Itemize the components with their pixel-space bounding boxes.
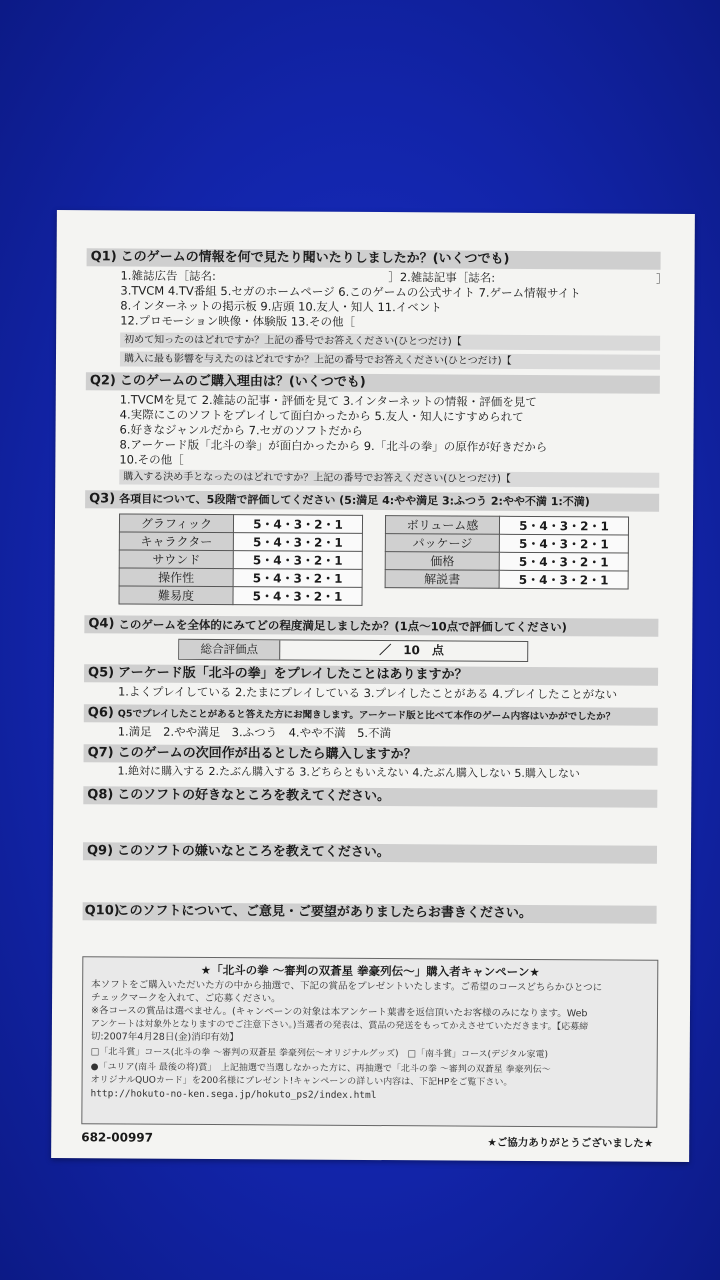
campaign-text: オリジナルQUOカード」を200名様にプレゼント!キャンペーンの詳しい内容は、下記HPをご覧下さい。 [90, 1075, 513, 1088]
rating-label: ボリューム感 [385, 516, 499, 535]
q1-line: 1.雑誌広告［誌名: ］2.雑誌記事［誌名: ］ [120, 268, 668, 286]
campaign-title: ★「北斗の拳 〜審判の双蒼星 拳豪列伝〜」購入者キャンペーン★ [200, 962, 540, 980]
thanks-text: ★ご協力ありがとうございました★ [487, 1136, 654, 1150]
rating-label: キャラクター [119, 532, 233, 551]
q2-header: Q2) このゲームのご購入理由は？(いくつでも) [86, 372, 660, 394]
q7-header: Q7) このゲームの次回作が出るとしたら購入しますか？ [84, 744, 658, 766]
q8-header: Q8) このソフトの好きなところを教えてください。 [83, 786, 657, 808]
campaign-box [81, 956, 658, 1128]
q1-sub-first-known[interactable]: 初めて知ったのはどれですか？上記の番号でお答えください(ひとつだけ)【 [120, 332, 660, 350]
q2-line: 1.TVCMを見て 2.雑誌の記事・評価を見て 3.インターネットの情報・評価を見て [119, 392, 537, 409]
q2-line: 10.その他［ [119, 452, 184, 467]
total-score-box[interactable] [178, 639, 528, 662]
rating-scale[interactable]: 5・4・3・2・1 [499, 534, 628, 553]
rating-row [385, 534, 628, 553]
q4-header: Q4) このゲームを全体的にみてどの程度満足しましたか？(1点〜10点で評価してください) [84, 615, 658, 637]
q1-line: 12.プロモーション映像・体験版 13.その他［ [120, 313, 356, 329]
rating-label: 価格 [385, 552, 499, 571]
rating-table-right [385, 515, 629, 589]
rating-label: サウンド [119, 550, 233, 569]
campaign-url[interactable]: http://hokuto-no-ken.sega.jp/hokuto_ps2/index.html [90, 1088, 377, 1102]
q5-header: Q5) アーケード版「北斗の拳」をプレイしたことはありますか？ [84, 664, 658, 686]
rating-row [119, 532, 362, 551]
questionnaire-card [51, 210, 695, 1162]
total-score-label: 総合評価点 [179, 640, 280, 660]
rating-row [385, 570, 628, 589]
q7-options[interactable]: 1.絶対に購入する 2.たぶん購入する 3.どちらともいえない 4.たぶん購入しない 5.購入しない [117, 764, 580, 781]
campaign-text: 本ソフトをご購入いただいた方の中から抽選で、下記の賞品をプレゼントいたします。ご希望のコースどちらかひとつに [91, 979, 603, 994]
rating-scale[interactable]: 5・4・3・2・1 [499, 570, 628, 589]
campaign-text: 切:2007年4月28日(金)消印有効】 [90, 1031, 239, 1044]
q9-header: Q9) このソフトの嫌いなところを教えてください。 [83, 842, 657, 864]
q2-line: 8.アーケード版「北斗の拳」が面白かったから 9.「北斗の拳」の原作が好きだから [119, 437, 548, 455]
q1-line: 3.TVCM 4.TV番組 5.セガのホームページ 6.このゲームの公式サイト 7.ゲーム情報サイト [120, 283, 581, 301]
campaign-text: ●「ユリア(南斗 最後の将)賞」 上記抽選で当選しなかった方に、再抽選で「北斗の拳 〜審判の双蒼星 拳豪列伝〜 [90, 1062, 551, 1076]
q2-sub-deciding-factor[interactable]: 購入する決め手となったのはどれですか？上記の番号でお答えください(ひとつだけ)【 [119, 469, 659, 487]
rating-label: 難易度 [119, 586, 233, 605]
q1-sub-most-influence[interactable]: 購入に最も影響を与えたのはどれですか？上記の番号でお答えください(ひとつだけ)【 [120, 351, 660, 369]
rating-row [119, 514, 362, 533]
q1-line: 8.インターネットの掲示板 9.店頭 10.友人・知人 11.イベント [120, 298, 442, 315]
rating-scale[interactable]: 5・4・3・2・1 [233, 551, 362, 570]
form-code: 682-00997 [81, 1130, 154, 1145]
q5-options[interactable]: 1.よくプレイしている 2.たまにプレイしている 3.プレイしたことがある 4.プレイしたことがない [117, 684, 618, 702]
rating-label: 操作性 [119, 568, 233, 587]
rating-table-left [118, 513, 363, 605]
rating-row [119, 550, 362, 569]
rating-scale[interactable]: 5・4・3・2・1 [499, 516, 628, 535]
campaign-text: ※各コースの賞品は選べません。(キャンペーンの対象は本アンケート葉書を返信頂いたお客様のみになります。Web [90, 1005, 588, 1020]
rating-scale[interactable]: 5・4・3・2・1 [233, 587, 362, 606]
q6-header: Q6) Q5でプレイしたことがあると答えた方にお聞きします。アーケード版と比べて本作のゲーム内容はいかがでしたか？ [84, 704, 658, 726]
q6-options[interactable]: 1.満足 2.やや満足 3.ふつう 4.やや不満 5.不満 [117, 724, 392, 741]
rating-row [385, 516, 628, 535]
campaign-text: アンケートは対象外となりますのでご注意下さい。)当選者の発表は、賞品の発送をもってかえさせていただきます。【応募締 [90, 1019, 589, 1033]
rating-row [119, 586, 362, 605]
total-score-value: ／ 10 点 [379, 643, 444, 658]
q2-line: 4.実際にこのソフトをプレイして面白かったから 5.友人・知人にすすめられて [119, 407, 524, 424]
q1-header: Q1) このゲームの情報を何で見たり聞いたりしましたか？(いくつでも) [87, 248, 661, 270]
rating-label: パッケージ [385, 534, 499, 553]
q10-header: Q10) このソフトについて、ご意見・ご要望がありましたらお書きください。 [83, 902, 657, 924]
rating-row [119, 568, 362, 587]
q3-header: Q3) 各項目について、5段階で評価してください (5:満足 4:やや満足 3:ふつう 2:やや不満 1:不満) [85, 490, 659, 512]
rating-scale[interactable]: 5・4・3・2・1 [233, 515, 362, 534]
rating-scale[interactable]: 5・4・3・2・1 [233, 533, 362, 552]
rating-row [385, 552, 628, 571]
campaign-course-option[interactable]: □「北斗賞」コース(北斗の拳 〜審判の双蒼星 拳豪列伝〜オリジナルグッズ) □「南斗賞」コース(デジタル家電) [90, 1047, 549, 1061]
rating-scale[interactable]: 5・4・3・2・1 [499, 552, 628, 571]
rating-scale[interactable]: 5・4・3・2・1 [233, 569, 362, 588]
q2-line: 6.好きなジャンルだから 7.セガのソフトだから [119, 422, 363, 438]
campaign-text: チェックマークを入れて、ご応募ください。 [91, 992, 281, 1005]
rating-label: グラフィック [119, 514, 233, 533]
rating-label: 解説書 [385, 570, 499, 589]
